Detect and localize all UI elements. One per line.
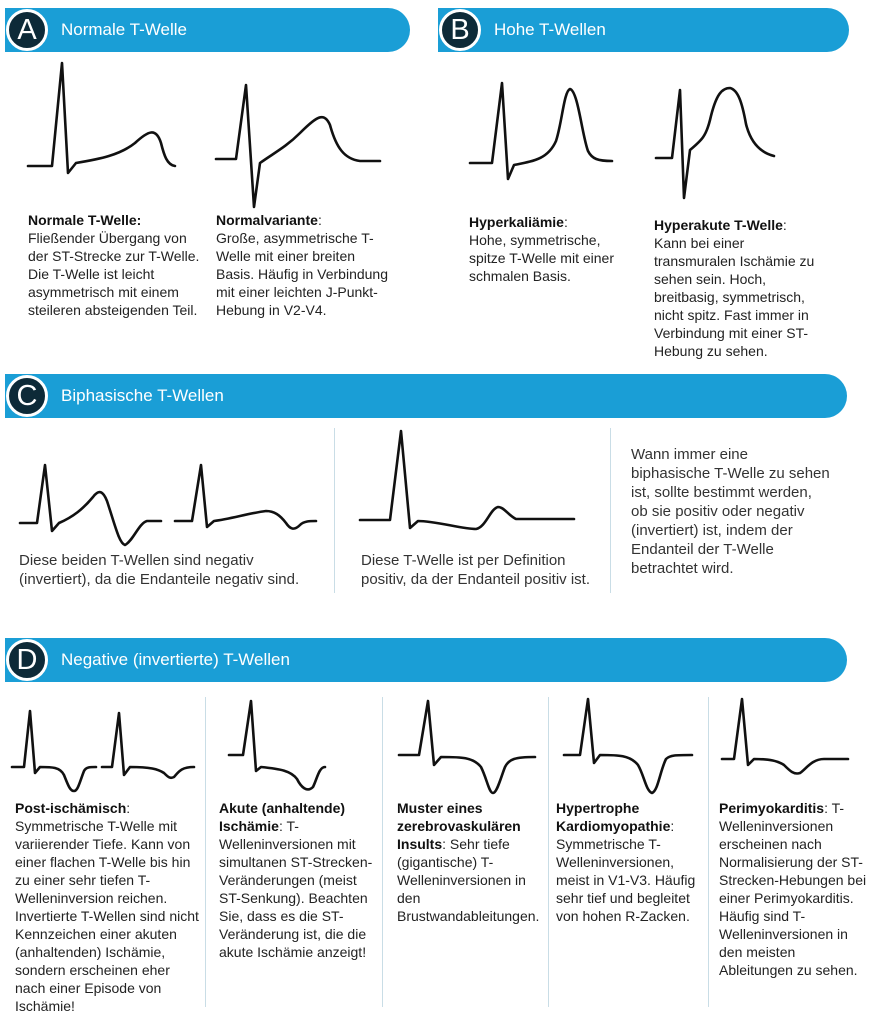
ecg-normal-t-wave (20, 55, 180, 185)
divider-d-1 (205, 697, 206, 1007)
desc-post-ischaemisch: Symmetrische T-Welle mit variierender Tiefe. Kann von einer flachen T-Welle bis hin zu einer sehr tiefen T-Welleninversion reichen. Invertierte T-Wellen sind nicht Kennzeichen einer akuten (anhaltenden) Ischämie, sondern erscheinen eher nach einer Episode von Ischämie! (15, 818, 199, 1014)
term-post-ischaemisch: Post-ischämisch (15, 800, 127, 816)
divider-d-2 (382, 697, 383, 1007)
text-perimyokarditis: Perimyokarditis: T-Welleninversionen erscheinen nach Normalisierung der ST-Strecken-Hebungen bei einer Perimyokarditis. Häufig sind T-Welleninversionen in den meisten Ableitungen zu sehen. (719, 800, 867, 978)
term-hyperakute-t-welle: Hyperakute T-Welle (654, 217, 783, 233)
ecg-post-ischaemisch-1 (8, 705, 98, 800)
desc-hyperakute-t-welle: Kann bei einer transmuralen Ischämie zu sehen sein. Hoch, breitbasig, symmetrisch, nicht spitz. Fast immer in Verbindung mit einer ST-Hebung zu sehen. (654, 235, 815, 359)
section-d-badge: D (6, 639, 48, 681)
ecg-perimyokarditis (718, 695, 858, 790)
desc-zerebrovaskulaer: Sehr tiefe (gigantische) T-Welleninversionen in den Brustwandableitungen. (397, 836, 540, 924)
section-d-banner (5, 638, 847, 682)
text-hyperkaliaemie: Hyperkaliämie: Hohe, symmetrische, spitze T-Welle mit einer schmalen Basis. (469, 214, 614, 284)
section-b-badge: B (439, 9, 481, 51)
divider-c-1 (334, 428, 335, 593)
divider-c-2 (610, 428, 611, 593)
ecg-post-ischaemisch-2 (98, 705, 198, 800)
divider-d-3 (548, 697, 549, 1007)
biphasic-right-text: Wann immer eine biphasische T-Welle zu sehen ist, sollte bestimmt werden, ob sie positiv oder negativ (invertiert) ist, indem der Endanteil der T-Welle betrachtet wird. (631, 446, 830, 577)
ecg-hypertrophe-kardiomyopathie (560, 695, 700, 805)
section-c-banner (5, 374, 847, 418)
section-a-badge: A (6, 9, 48, 51)
section-b-title: Hohe T-Wellen (494, 20, 606, 39)
section-a-title: Normale T-Welle (61, 20, 187, 39)
term-zerebrovaskulaer: Muster eines zerebrovaskulären Insults (397, 800, 521, 852)
section-d-title: Negative (invertierte) T-Wellen (61, 650, 290, 669)
ecg-normalvariante (208, 75, 388, 215)
biphasic-middle-text: Diese T-Welle ist per Definition positiv, da der Endanteil positiv ist. (361, 552, 591, 588)
ecg-akute-ischaemie (225, 695, 335, 800)
desc-hyperkaliaemie: Hohe, symmetrische, spitze T-Welle mit einer schmalen Basis. (469, 232, 614, 284)
text-normalvariante: Normalvariante: Große, asymmetrische T-Welle mit einer breiten Basis. Häufig in Verbindung mit einer leichten J-Punkt-Hebung in V2-V4. (216, 212, 388, 318)
desc-normalvariante: Große, asymmetrische T-Welle mit einer breiten Basis. Häufig in Verbindung mit einer leichten J-Punkt-Hebung in V2-V4. (216, 230, 388, 318)
text-post-ischaemisch: Post-ischämisch: Symmetrische T-Welle mit variierender Tiefe. Kann von einer flachen T-Welle bis hin zu einer sehr tiefen T-Welleninversion reichen. Invertierte T-Wellen sind nicht Kennzeichen einer akuten (anhaltenden) Ischämie, sondern erscheinen eher nach einer Episode von Ischämie! (15, 800, 199, 1014)
term-hypertrophe-kardiomyopathie: Hypertrophe Kardiomyopathie (556, 800, 671, 834)
section-c-title: Biphasische T-Wellen (61, 386, 224, 405)
desc-hypertrophe-kardiomyopathie: Symmetrische T-Welleninversionen, meist in V1-V3. Häufig sehr tief und begleitet von hohen R-Zacken. (556, 836, 696, 924)
section-c-badge: C (6, 375, 48, 417)
divider-d-4 (708, 697, 709, 1007)
term-akute-ischaemie: Akute (anhaltende) Ischämie (219, 800, 346, 834)
ecg-zerebrovaskulaer (395, 695, 545, 805)
text-akute-ischaemie: Akute (anhaltende) Ischämie: T-Welleninversionen mit simultanen ST-Strecken-Veränderungen (meist ST-Senkung). Beachten Sie, dass es die ST-Veränderung ist, die die akute Ischämie anzeigt! (219, 800, 373, 960)
term-normalvariante: Normalvariante (216, 212, 318, 228)
ecg-biphasic-negative-2 (170, 455, 320, 555)
text-hypertrophe-kardiomyopathie: Hypertrophe Kardiomyopathie: Symmetrische T-Welleninversionen, meist in V1-V3. Häufig sehr tief und begleitet von hohen R-Zacken. (556, 800, 696, 924)
desc-perimyokarditis: T-Welleninversionen erscheinen nach Normalisierung der ST-Strecken-Hebungen bei einer Perimyokarditis. Häufig sind T-Welleninversionen in den meisten Ableitungen zu sehen. (719, 800, 867, 978)
section-b-banner (438, 8, 849, 52)
term-normale-t-welle: Normale T-Welle: (28, 212, 142, 228)
desc-normale-t-welle: Fließender Übergang von der ST-Strecke zur T-Welle. Die T-Welle ist leicht asymmetrisch mit einem steileren absteigenden Teil. (28, 230, 200, 318)
section-a-banner (5, 8, 410, 52)
term-perimyokarditis: Perimyokarditis (719, 800, 825, 816)
text-zerebrovaskulaer: Muster eines zerebrovaskulären Insults: Sehr tiefe (gigantische) T-Welleninversionen in den Brustwandableitungen. (397, 800, 540, 924)
term-hyperkaliaemie: Hyperkaliämie (469, 214, 564, 230)
ecg-biphasic-positive (358, 425, 578, 535)
biphasic-left-text: Diese beiden T-Wellen sind negativ (invertiert), da die Endanteile negativ sind. (19, 552, 300, 588)
ecg-hyperakute-t-welle (650, 80, 790, 205)
desc-akute-ischaemie: T-Welleninversionen mit simultanen ST-Strecken-Veränderungen (meist ST-Senkung). Beachten Sie, dass es die ST-Veränderung ist, die die akute Ischämie anzeigt! (219, 818, 373, 960)
text-normale-t-welle (28, 211, 206, 319)
ecg-biphasic-negative-1 (15, 455, 165, 555)
ecg-hyperkaliaemie (462, 75, 622, 195)
text-hyperakute-t-welle: Hyperakute T-Welle: Kann bei einer transmuralen Ischämie zu sehen sein. Hoch, breitbasig, symmetrisch, nicht spitz. Fast immer in Verbindung mit einer ST-Hebung zu sehen. (654, 217, 815, 359)
